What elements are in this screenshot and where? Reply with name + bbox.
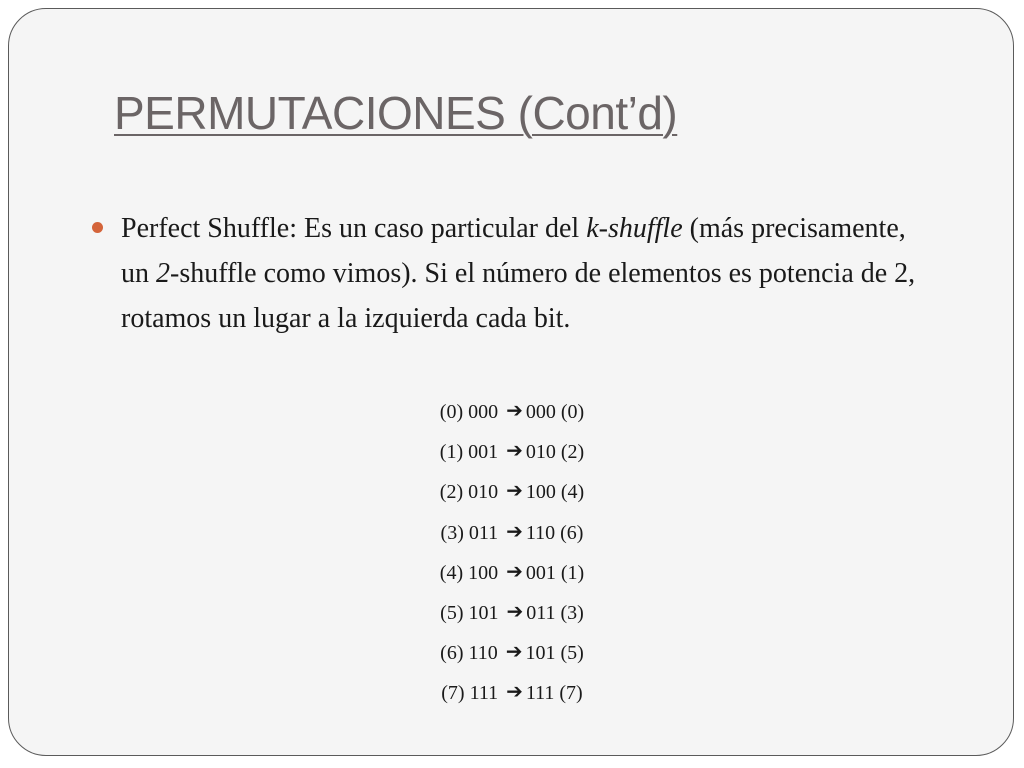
mapping-target: 110 (6) bbox=[525, 521, 584, 544]
mapping-row bbox=[0, 593, 1024, 633]
mapping-row bbox=[0, 633, 1024, 673]
mapping-source: (7) 111 bbox=[441, 682, 499, 705]
mapping-row bbox=[0, 673, 1024, 713]
right-arrow-icon: ➔ bbox=[506, 518, 523, 543]
mapping-source: (3) 011 bbox=[440, 521, 499, 544]
right-arrow-icon: ➔ bbox=[505, 639, 523, 664]
bullet-item bbox=[88, 206, 928, 341]
right-arrow-icon: ➔ bbox=[506, 679, 523, 704]
mapping-source: (5) 101 bbox=[440, 602, 499, 625]
right-arrow-icon: ➔ bbox=[506, 599, 524, 624]
mapping-source: (6) 110 bbox=[440, 642, 498, 665]
bullet-text-part1: Perfect Shuffle: Es un caso particular del bbox=[121, 213, 587, 244]
mapping-target: 111 (7) bbox=[525, 682, 583, 705]
mapping-source: (4) 100 bbox=[439, 561, 499, 584]
mapping-target: 101 (5) bbox=[525, 642, 584, 665]
right-arrow-icon: ➔ bbox=[506, 438, 523, 463]
mapping-row bbox=[0, 513, 1024, 553]
mapping-list bbox=[0, 392, 1024, 714]
mapping-source: (1) 001 bbox=[439, 441, 499, 464]
slide-title: PERMUTACIONES (Cont’d) bbox=[114, 87, 678, 139]
k-shuffle-term: k-shuffle bbox=[586, 213, 683, 244]
bullet-text-part3: -shuffle como vimos). Si el número de elementos es potencia de 2, rotamos un lugar a la izquierda cada bit. bbox=[121, 258, 916, 334]
mapping-row bbox=[0, 472, 1024, 512]
mapping-target: 011 (3) bbox=[526, 602, 584, 625]
mapping-target: 010 (2) bbox=[525, 441, 585, 464]
mapping-row bbox=[0, 392, 1024, 432]
bullet-text bbox=[121, 206, 928, 341]
mapping-row bbox=[0, 432, 1024, 472]
mapping-row bbox=[0, 553, 1024, 593]
two-term: 2 bbox=[156, 258, 170, 289]
right-arrow-icon: ➔ bbox=[506, 478, 523, 503]
mapping-source: (0) 000 bbox=[439, 401, 499, 423]
mapping-target: 100 (4) bbox=[525, 481, 585, 504]
mapping-target: 001 (1) bbox=[525, 561, 585, 584]
bullet-dot-icon bbox=[92, 222, 103, 233]
mapping-source: (2) 010 bbox=[439, 481, 499, 504]
right-arrow-icon: ➔ bbox=[506, 398, 523, 422]
bullet-text-part2: (más precisamente, un bbox=[121, 213, 906, 289]
mapping-target: 000 (0) bbox=[525, 401, 585, 423]
right-arrow-icon: ➔ bbox=[506, 558, 523, 583]
